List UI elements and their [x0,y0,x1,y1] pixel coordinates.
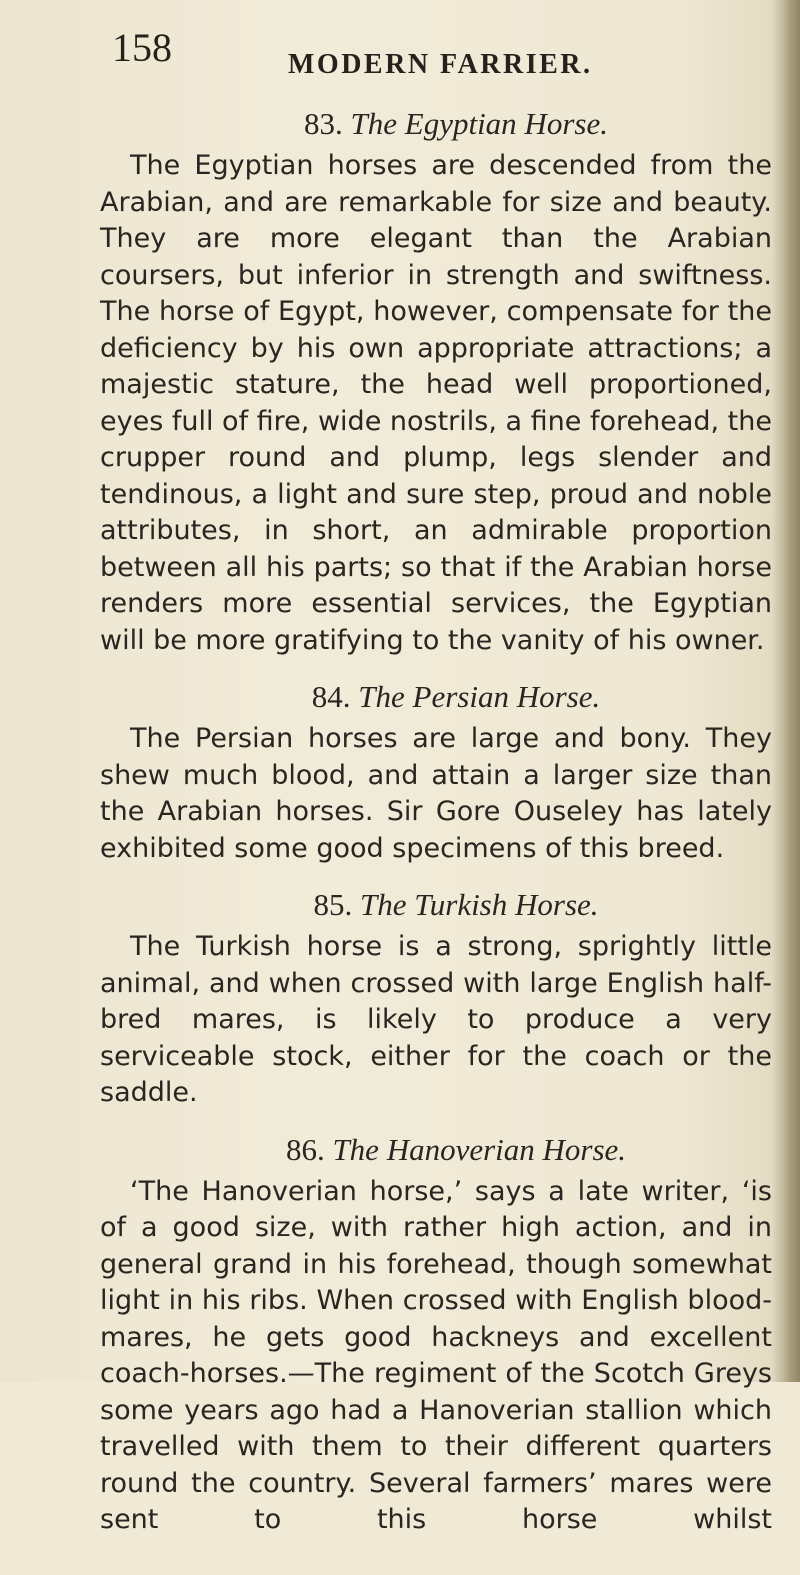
running-head: MODERN FARRIER. [288,50,593,80]
page-header [0,0,800,100]
binding-shadow [772,0,782,1382]
section-paragraph: The Egyptian horses are descended from the Arabian, and are remarkable for size and beauty. They are more elegant than the Arabian coursers, but inferior in strength and swiftness. The horse of Egypt, however, compensate for the deficiency by his own appropriate attractions; a majestic stature, the head well proportioned, eyes full of fire, wide nostrils, a fine forehead, the crupper round and plump, legs slender and tendinous, a light and sure step, proud and noble attributes, in short, an admirable proportion between all his parts; so that if the Arabian horse renders more essential services, the Egyptian will be more gratifying to the vanity of his owner. [100,148,772,659]
section-number: 85. [313,887,352,922]
section-paragraph: The Persian horses are large and bony. They shew much blood, and attain a larger size than the Arabian horses. Sir Gore Ouseley has lately exhibited some good specimens of this breed. [100,721,772,867]
section-persian-horse [100,677,772,867]
section-number: 83. [304,106,343,141]
section-heading [100,104,772,144]
page-edge [782,0,800,1382]
section-hanoverian-horse [100,1130,772,1575]
section-number: 86. [286,1132,325,1167]
page-number: 158 [112,28,172,68]
section-heading [100,677,772,717]
section-title: The Turkish Horse. [360,887,599,922]
section-title: The Hanoverian Horse. [332,1132,626,1167]
section-title: The Persian Horse. [358,679,600,714]
section-number: 84. [312,679,351,714]
section-turkish-horse [100,885,772,1112]
section-heading [100,885,772,925]
section-title: The Egyptian Horse. [351,106,608,141]
page-body [100,104,772,1575]
section-paragraph: ‘The Hanoverian horse,’ says a late writer, ‘is of a good size, with rather high action, and in general grand in his forehead, though somewhat light in his ribs. When crossed with English blood-mares, he gets good hackneys and excellent coach-horses.—The regiment of the Scotch Greys some years ago had a Hanoverian stallion which travelled with them to their different quarters round the country. Several farmers’ mares were sent to this horse whilst [100,1174,772,1575]
section-heading [100,1130,772,1170]
section-paragraph: The Turkish horse is a strong, sprightly little animal, and when crossed with large English half-bred mares, is likely to produce a very serviceable stock, either for the coach or the saddle. [100,929,772,1112]
section-egyptian-horse [100,104,772,659]
